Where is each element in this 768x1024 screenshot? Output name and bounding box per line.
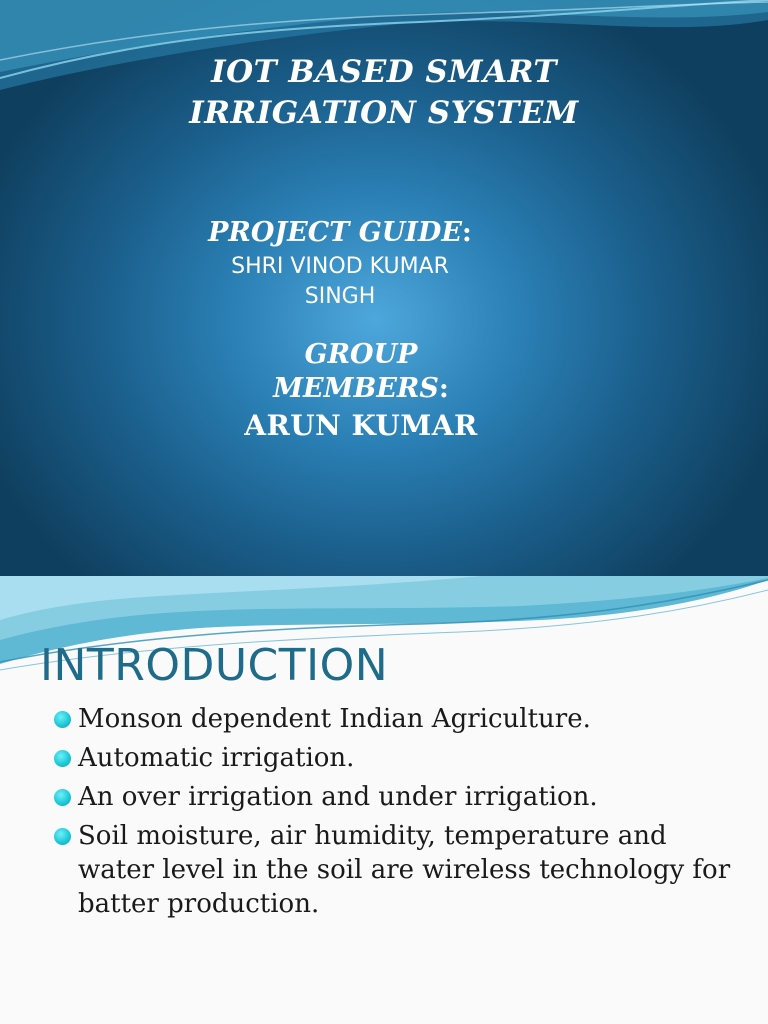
- guide-name-line-1: SHRI VINOD KUMAR: [231, 254, 449, 279]
- introduction-bullet-list: [50, 702, 750, 926]
- bullet-dot-icon: [54, 711, 71, 728]
- project-guide-label: PROJECT GUIDE: [208, 217, 462, 248]
- bullet-text: Automatic irrigation.: [78, 743, 355, 773]
- bullet-text: An over irrigation and under irrigation.: [78, 782, 598, 812]
- group-members-colon: :: [438, 373, 449, 404]
- introduction-heading: INTRODUCTION: [40, 640, 389, 691]
- guide-name-line-2: SINGH: [304, 284, 376, 309]
- bullet-dot-icon: [54, 828, 71, 845]
- project-guide-colon: :: [461, 217, 472, 248]
- bullet-text: Monson dependent Indian Agriculture.: [78, 704, 591, 734]
- title-line-2: IRRIGATION SYSTEM: [189, 95, 579, 131]
- introduction-slide: [0, 576, 768, 1024]
- group-member-name: ARUN KUMAR: [244, 409, 478, 442]
- list-item: [50, 780, 750, 814]
- group-members-label-line-2: MEMBERS: [273, 373, 439, 404]
- group-members-heading: [200, 338, 522, 406]
- bullet-dot-icon: [54, 750, 71, 767]
- project-guide-heading: [180, 214, 500, 252]
- project-guide-name: [180, 252, 500, 312]
- group-members-label-line-1: GROUP: [304, 339, 418, 370]
- presentation-title: [0, 52, 768, 134]
- title-line-1: IOT BASED SMART: [211, 54, 557, 90]
- bullet-text: Soil moisture, air humidity, temperature and water level in the soil are wireless technology for batter production.: [78, 821, 731, 919]
- list-item: [50, 819, 750, 921]
- list-item: [50, 702, 750, 736]
- bullet-dot-icon: [54, 789, 71, 806]
- list-item: [50, 741, 750, 775]
